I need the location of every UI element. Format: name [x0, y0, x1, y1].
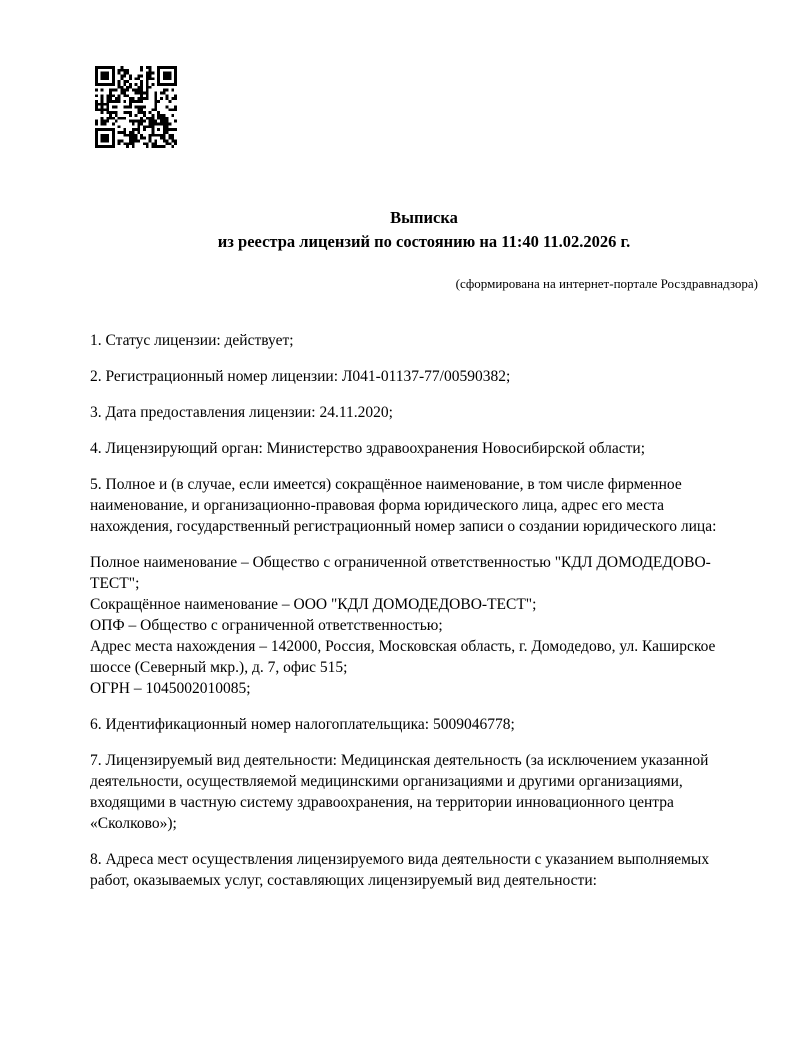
item-taxpayer-number: 6. Идентификационный номер налогоплательщика: 5009046778; — [90, 716, 515, 733]
org-full-name: Полное наименование – Общество с ограниченной ответственностью "КДЛ ДОМОДЕДОВО-ТЕСТ"; — [90, 554, 711, 592]
org-short-name: Сокращённое наименование – ООО "КДЛ ДОМОДЕДОВО-ТЕСТ"; — [90, 596, 537, 613]
qr-code-icon — [95, 66, 177, 148]
item-grant-date: 3. Дата предоставления лицензии: 24.11.2020; — [90, 404, 393, 421]
qr-code-image — [95, 66, 177, 148]
document-body — [90, 330, 750, 906]
org-address: Адрес места нахождения – 142000, Россия, Московская область, г. Домодедово, ул. Каширское шоссе (Северный мкр.), д. 7, офис 515; — [90, 638, 716, 676]
item-licensing-authority: 4. Лицензирующий орган: Министерство здравоохранения Новосибирской области; — [90, 440, 646, 457]
org-ogrn: ОГРН – 1045002010085; — [90, 680, 251, 697]
item-licensed-activity: 7. Лицензируемый вид деятельности: Медицинская деятельность (за исключением указанной деятельности, осуществляемой медицинскими организациями и другими организациями, входящими в частную систему здравоохранения, на территории инновационного центра «Сколково»); — [90, 752, 709, 832]
item-names-intro: 5. Полное и (в случае, если имеется) сокращённое наименование, в том числе фирменное наименование, и организационно-правовая форма юридического лица, адрес его места нахождения, государственный регистрационный номер записи о создании юридического лица: — [90, 476, 717, 535]
document-title-line2: из реестра лицензий по состоянию на 11:40 11.02.2026 г. — [217, 232, 631, 251]
item-registration-number: 2. Регистрационный номер лицензии: Л041-01137-77/00590382; — [90, 368, 511, 385]
item-addresses-intro: 8. Адреса мест осуществления лицензируемого вида деятельности с указанием выполняемых работ, оказываемых услуг, составляющих лицензируемый вид деятельности: — [90, 851, 710, 889]
document-title — [90, 206, 758, 254]
org-legal-form: ОПФ – Общество с ограниченной ответственностью; — [90, 617, 443, 634]
organization-details — [90, 552, 750, 699]
document-title-line1: Выписка — [390, 208, 458, 227]
document-subtitle: (сформирована на интернет-портале Росздравнадзора) — [455, 276, 758, 291]
item-license-status: 1. Статус лицензии: действует; — [90, 332, 294, 349]
